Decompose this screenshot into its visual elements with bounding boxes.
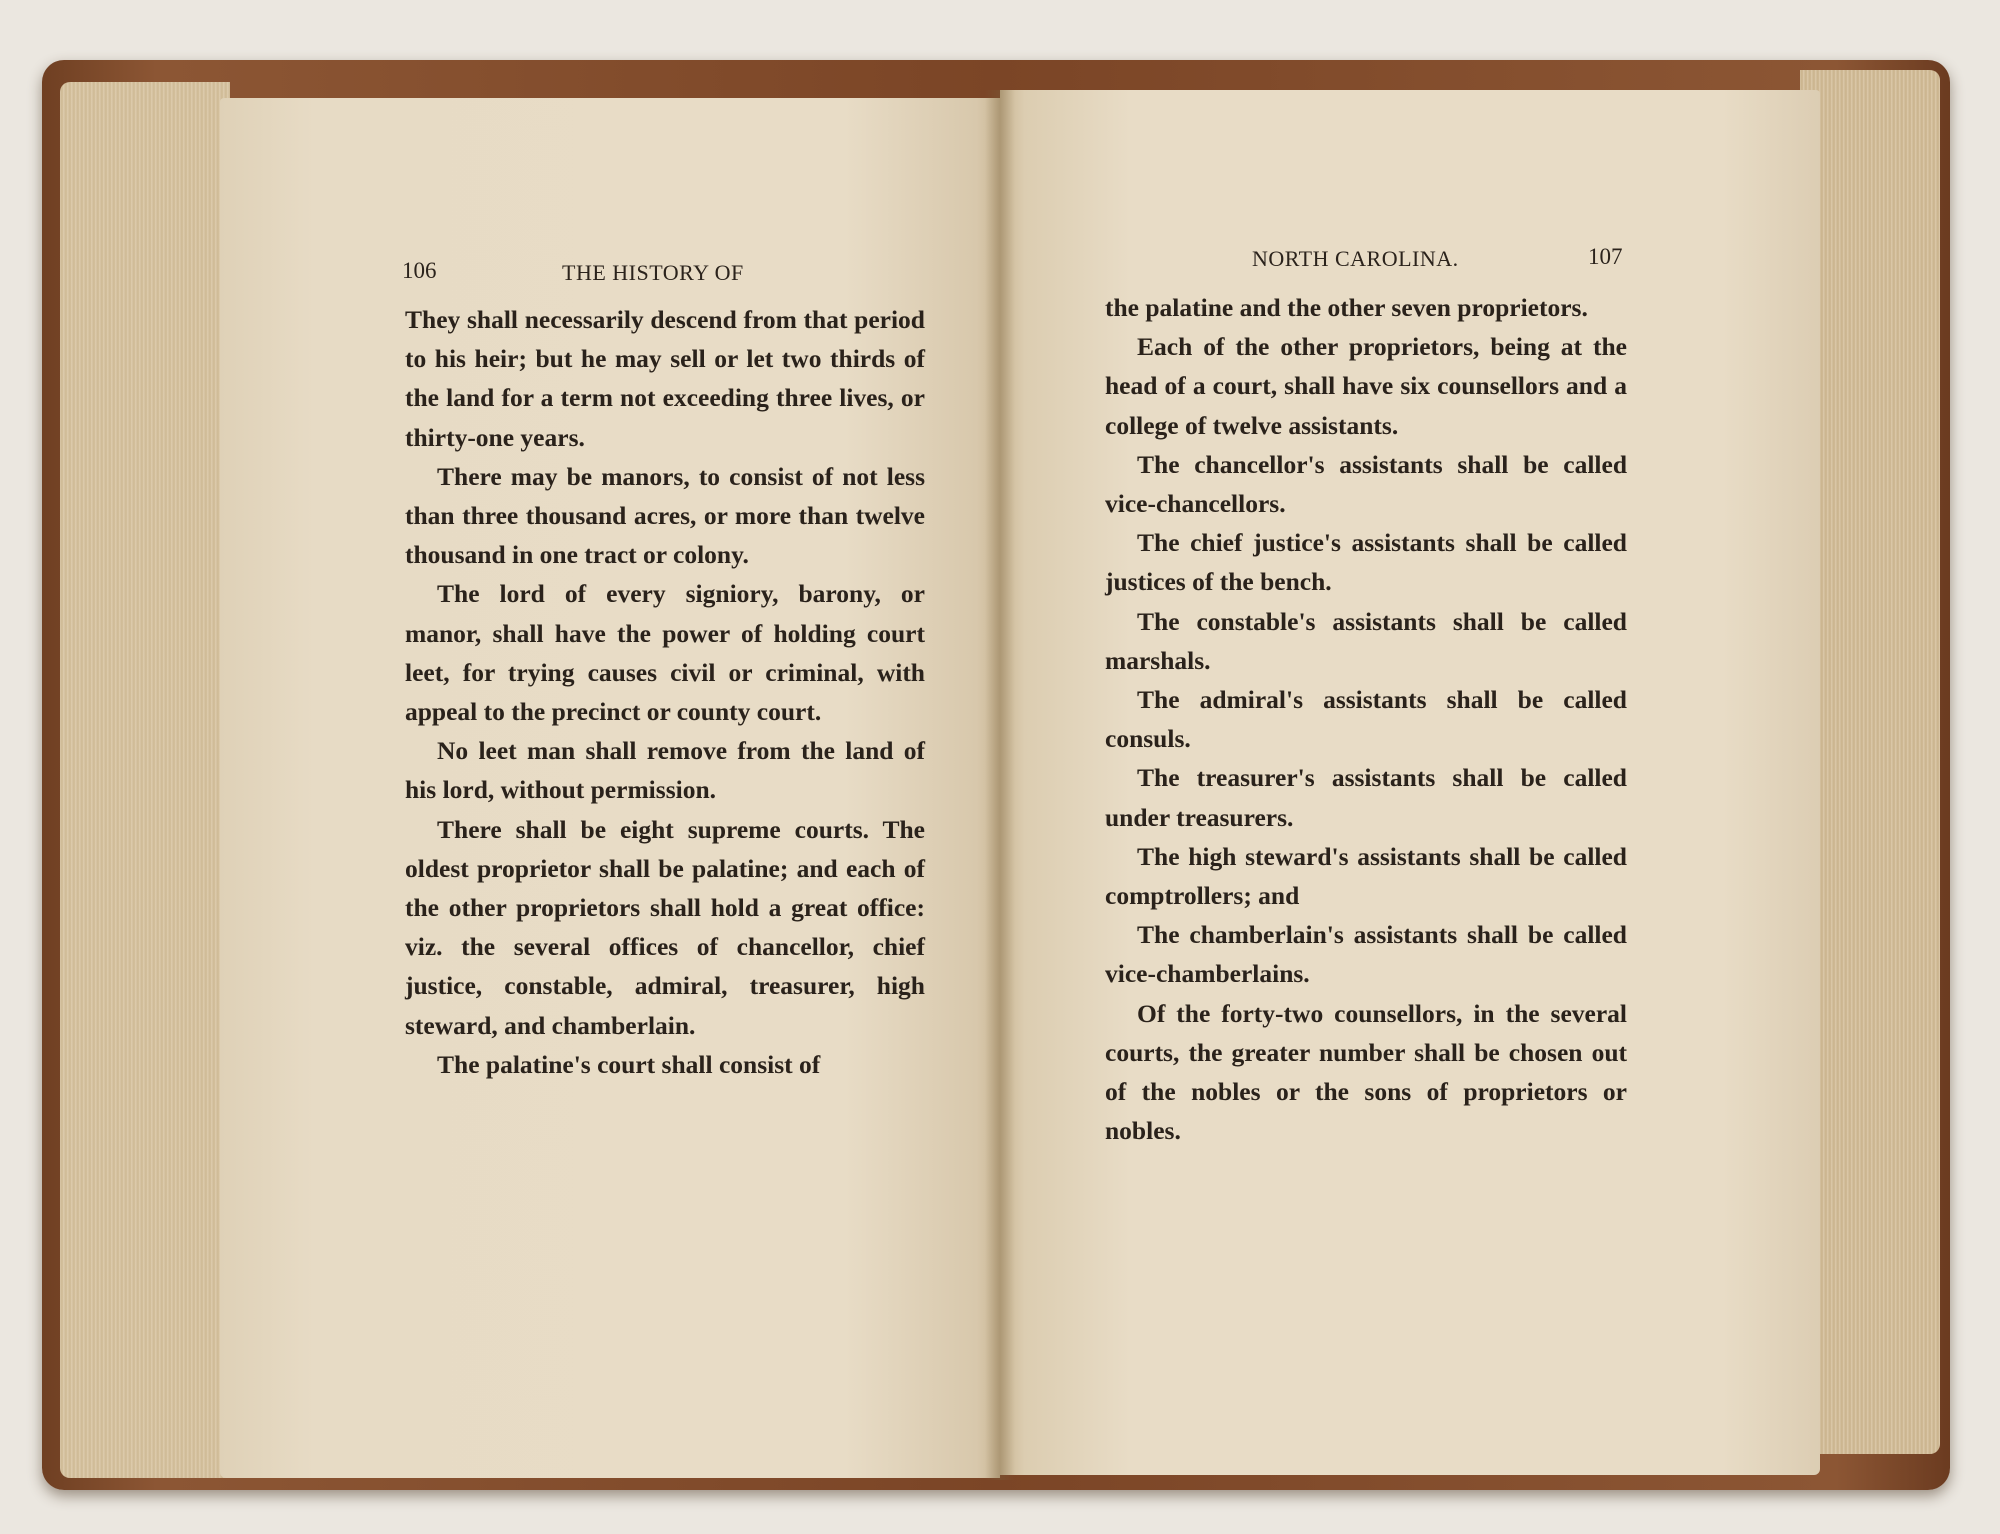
paragraph: The admiral's assistants shall be called consuls. <box>1105 685 1627 754</box>
right-page <box>1000 90 1820 1475</box>
paragraph: Of the forty-two counsellors, in the several courts, the greater number shall be chosen out of the nobles or the sons of proprietors or nobles. <box>1105 998 1627 1146</box>
paragraph: The high steward's assistants shall be called comptrollers; and <box>1105 841 1627 911</box>
paragraph: There may be manors, to consist of not less than three thousand acres, or more than twelve thousand in one tract or colony. <box>405 461 925 570</box>
paragraph: They shall necessarily descend from that period to his heir; but he may sell or let two thirds of the land for a term not exceeding three lives, or thirty-one years. <box>405 305 925 452</box>
paragraph: No leet man shall remove from the land of his lord, without permission. <box>405 736 925 805</box>
left-text-block <box>405 300 925 1084</box>
left-page-edges <box>60 82 230 1478</box>
right-text-block <box>1105 288 1627 1150</box>
paragraph: The lord of every signiory, barony, or manor, shall have the power of holding court leet, for trying causes civil or criminal, with appeal to the precinct or county court. <box>405 579 925 727</box>
paragraph: the palatine and the other seven proprietors. <box>1105 293 1588 322</box>
book-gutter <box>985 90 1015 1480</box>
paragraph: The chief justice's assistants shall be called justices of the bench. <box>1105 528 1627 597</box>
left-page-number: 106 <box>402 258 437 283</box>
right-page-number: 107 <box>1588 244 1623 269</box>
right-running-head: NORTH CAROLINA. <box>1252 246 1459 271</box>
paragraph: Each of the other proprietors, being at the head of a court, shall have six counsellors and a college of twelve assistants. <box>1105 332 1627 440</box>
left-page <box>220 98 1000 1478</box>
paragraph: There shall be eight supreme courts. The oldest proprietor shall be palatine; and each of the other proprietors shall hold a great office: viz. the several offices of chancellor, chief justice, constable, admiral, treasurer, high steward, and chamberlain. <box>405 814 925 1040</box>
paragraph: The chamberlain's assistants shall be called vice-chamberlains. <box>1105 920 1627 989</box>
right-page-edges <box>1800 70 1940 1454</box>
paragraph: The treasurer's assistants shall be called under treasurers. <box>1105 763 1627 832</box>
left-running-head: THE HISTORY OF <box>562 260 744 285</box>
paragraph: The constable's assistants shall be called marshals. <box>1105 606 1627 675</box>
paragraph: The palatine's court shall consist of <box>437 1049 821 1079</box>
paragraph: The chancellor's assistants shall be called vice-chancellors. <box>1105 449 1627 519</box>
